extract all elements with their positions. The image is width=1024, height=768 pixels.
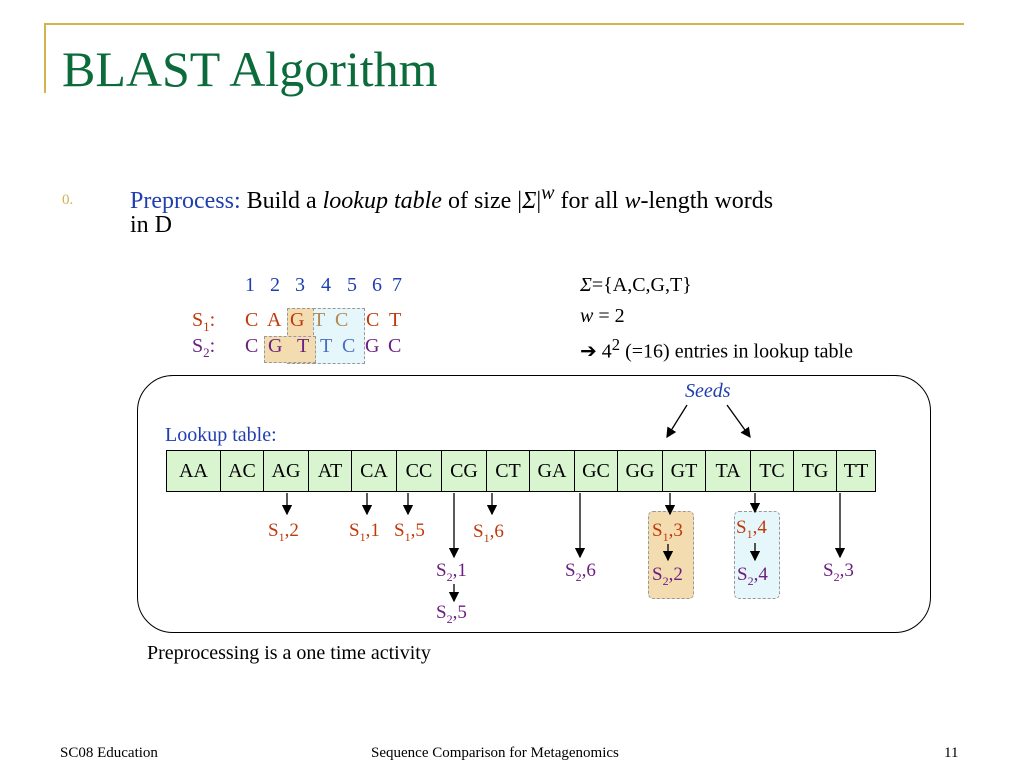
entry-tt xyxy=(823,560,854,585)
footnote: Preprocessing is a one time activity xyxy=(147,642,431,664)
lookup-cell: TA xyxy=(706,451,751,492)
lookup-table-label: Lookup table: xyxy=(165,424,277,446)
entry-comma: , xyxy=(284,520,290,541)
entry-comma: , xyxy=(452,560,458,581)
lookup-cell: TG xyxy=(794,451,837,492)
entry-seq: S xyxy=(436,602,447,623)
entry-seq: S xyxy=(349,520,360,541)
entry-seq: S xyxy=(436,560,447,581)
s1-sub: 1 xyxy=(203,319,210,334)
entry-comma: , xyxy=(668,520,674,541)
entry-cg-1 xyxy=(436,560,467,585)
position-number: 2 xyxy=(270,274,280,296)
entry-comma: , xyxy=(452,602,458,623)
entry-seq-index: 2 xyxy=(747,573,754,588)
bullet-text-length-words: -length words xyxy=(640,188,774,214)
entry-seq: S xyxy=(394,520,405,541)
s2-letter: G xyxy=(365,335,380,357)
entry-comma: , xyxy=(365,520,371,541)
lookup-cell: GA xyxy=(530,451,575,492)
entry-gt-2 xyxy=(652,564,683,589)
seed-arrow-gt xyxy=(667,405,687,437)
lookup-cell: CT xyxy=(487,451,530,492)
bullet-number: 0. xyxy=(62,192,74,208)
entry-position: 3 xyxy=(844,560,854,581)
entry-position: 3 xyxy=(673,520,683,541)
entry-seq: S xyxy=(565,560,576,581)
s2-sub: 2 xyxy=(203,345,210,360)
preprocess-label: Preprocess: xyxy=(130,188,241,214)
sup-w: w xyxy=(541,182,555,204)
position-number: 5 xyxy=(347,274,357,296)
position-number: 7 xyxy=(392,274,402,296)
seeds-text: Seeds xyxy=(685,380,731,402)
entry-seq-index: 2 xyxy=(575,569,582,584)
entry-seq-index: 1 xyxy=(404,529,411,544)
s1-letter: A xyxy=(267,309,282,331)
page-number: 11 xyxy=(944,745,959,761)
lookup-cell: CG xyxy=(442,451,487,492)
entry-seq-index: 1 xyxy=(662,529,669,544)
entry-seq: S xyxy=(736,517,747,538)
sigma-symbol: Σ xyxy=(522,188,537,214)
s2-letter: C xyxy=(245,335,259,357)
lookup-cell: CA xyxy=(352,451,397,492)
right-arrow-icon: ➔ xyxy=(580,340,597,363)
entry-tc-2 xyxy=(737,564,768,589)
seed-arrow-tc xyxy=(727,405,750,437)
entry-position: 1 xyxy=(370,520,380,541)
lookup-cell: TT xyxy=(837,451,876,492)
bullet-line-2: in D xyxy=(130,212,172,238)
position-number: 6 xyxy=(372,274,382,296)
s2-label: S xyxy=(192,335,204,357)
entry-position: 4 xyxy=(758,564,768,585)
entry-ca xyxy=(349,520,380,545)
s1-letter: C xyxy=(245,309,259,331)
entry-gt-1 xyxy=(652,520,683,545)
entry-position: 2 xyxy=(673,564,683,585)
bullet-text-of-size: of size | xyxy=(447,188,523,214)
entry-comma: , xyxy=(410,520,416,541)
lookup-cell: GT xyxy=(663,451,706,492)
bullet-text-lookup-table: lookup table xyxy=(322,188,442,214)
bullet-text-w: w xyxy=(624,188,641,214)
entry-seq: S xyxy=(652,520,663,541)
entry-seq-index: 2 xyxy=(446,611,453,626)
entry-position: 5 xyxy=(457,602,467,623)
slide-title: BLAST Algorithm xyxy=(62,41,438,97)
position-number: 3 xyxy=(295,274,305,296)
s1-letter: C xyxy=(366,309,380,331)
entry-seq: S xyxy=(737,564,748,585)
s1-letter: T xyxy=(313,309,326,331)
entry-gc xyxy=(565,560,596,585)
lookup-cell: AC xyxy=(221,451,264,492)
s1-label: S xyxy=(192,309,204,331)
entry-position: 2 xyxy=(289,520,299,541)
entry-seq-index: 1 xyxy=(359,529,366,544)
lookup-cell: CC xyxy=(397,451,442,492)
entry-seq-index: 2 xyxy=(662,573,669,588)
entry-position: 5 xyxy=(415,520,425,541)
s2-letter: T xyxy=(320,335,333,357)
bullet-text-bar: | xyxy=(536,188,542,214)
bullet-text-for-all: for all xyxy=(560,188,619,214)
position-number: 4 xyxy=(321,274,331,296)
entry-seq-index: 1 xyxy=(483,530,490,545)
s2-letter: T xyxy=(297,335,310,357)
entry-comma: , xyxy=(752,517,758,538)
entries-base: 4 xyxy=(596,340,612,363)
sigma-symbol: Σ xyxy=(580,274,592,296)
alphabet-set: ={A,C,G,T} xyxy=(591,274,692,296)
entry-position: 1 xyxy=(457,560,467,581)
entry-seq: S xyxy=(473,521,484,542)
entry-comma: , xyxy=(668,564,674,585)
entry-ct xyxy=(473,521,504,546)
w-variable: w xyxy=(580,305,594,327)
entry-position: 6 xyxy=(494,521,504,542)
w-value: = 2 xyxy=(593,305,625,327)
entry-position: 6 xyxy=(586,560,596,581)
s1-letter: T xyxy=(389,309,402,331)
entry-seq: S xyxy=(652,564,663,585)
footer-left: SC08 Education xyxy=(60,745,158,761)
lookup-cell: GC xyxy=(575,451,618,492)
lookup-cell: TC xyxy=(751,451,794,492)
entry-cg-2 xyxy=(436,602,467,627)
entries-exponent: 2 xyxy=(611,335,621,354)
bullet-text-build: Build a xyxy=(246,188,317,214)
s2-letter: C xyxy=(388,335,402,357)
s2-letter: C xyxy=(342,335,356,357)
entry-seq-index: 2 xyxy=(833,569,840,584)
s2-colon: : xyxy=(209,335,216,357)
entries-text: (=16) entries in lookup table xyxy=(620,340,853,363)
s2-letter: G xyxy=(268,335,283,357)
entry-seq-index: 1 xyxy=(746,526,753,541)
position-number: 1 xyxy=(245,274,255,296)
entry-comma: , xyxy=(839,560,845,581)
footer-center: Sequence Comparison for Metagenomics xyxy=(371,745,619,761)
entry-seq: S xyxy=(268,520,279,541)
s1-colon: : xyxy=(209,309,216,331)
entry-position: 4 xyxy=(757,517,767,538)
entry-seq-index: 1 xyxy=(278,529,285,544)
lookup-cell: GG xyxy=(618,451,663,492)
entry-comma: , xyxy=(581,560,587,581)
s1-letter: C xyxy=(335,309,349,331)
lookup-cell: AA xyxy=(167,451,221,492)
entry-seq-index: 2 xyxy=(446,569,453,584)
entry-seq: S xyxy=(823,560,834,581)
entry-tc-1 xyxy=(736,517,767,542)
entry-cc xyxy=(394,520,425,545)
entry-comma: , xyxy=(489,521,495,542)
lookup-cell: AG xyxy=(264,451,309,492)
entry-ag xyxy=(268,520,299,545)
entry-comma: , xyxy=(753,564,759,585)
lookup-cell: AT xyxy=(309,451,352,492)
s1-letter: G xyxy=(290,309,305,331)
